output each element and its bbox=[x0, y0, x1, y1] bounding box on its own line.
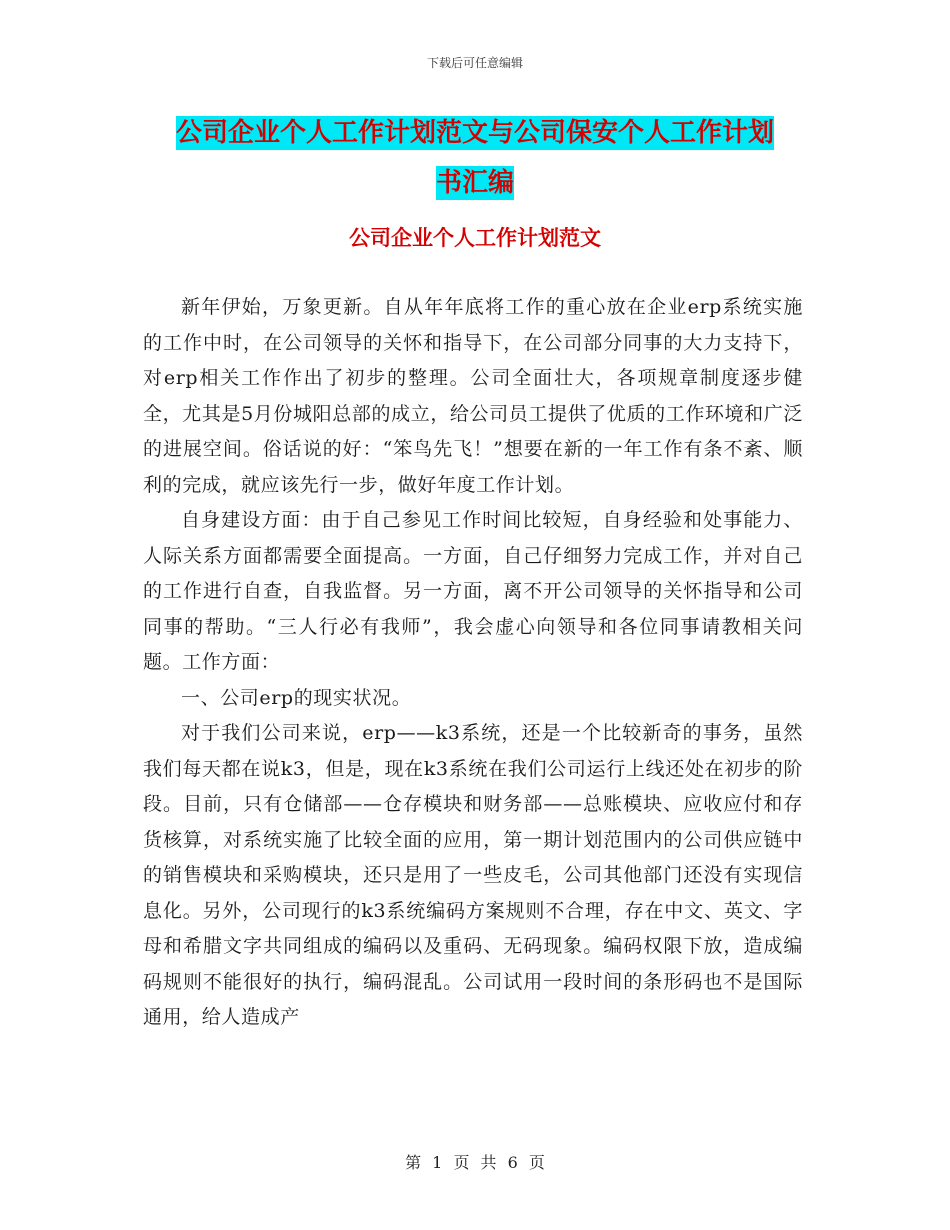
paragraph-2: 自身建设方面：由于自己参见工作时间比较短，自身经验和处事能力、人际关系方面都需要全面提高。一方面，自己仔细努力完成工作，并对自己的工作进行自查，自我监督。另一方面，离不开公司领导的关怀指导和公司同事的帮助。“三人行必有我师”，我会虚心向领导和各位同事请教相关问题。工作方面： bbox=[143, 509, 803, 673]
title-line-1-text: 公司企业个人工作计划范文与公司保安个人工作计划 bbox=[175, 118, 774, 148]
paragraph-4: 对于我们公司来说，erp——k3系统，还是一个比较新奇的事务，虽然我们每天都在说k3，但是，现在k3系统在我们公司运行上线还处在初步的阶段。目前，只有仓储部——仓存模块和财务部——总账模块、应收应付和存货核算，对系统实施了比较全面的应用，第一期计划范围内的公司供应链中的销售模块和采购模块，还只是用了一些皮毛，公司其他部门还没有实现信息化。另外，公司现行的k3系统编码方案规则不合理，存在中文、英文、字母和希腊文字共同组成的编码以及重码、无码现象。编码权限下放，造成编码规则不能很好的执行，编码混乱。公司试用一段时间的条形码也不是国际通用，给人造成产 bbox=[143, 722, 803, 1028]
page-footer: 第 1 页 共 6 页 bbox=[405, 1153, 545, 1172]
title-line-2 bbox=[0, 158, 950, 208]
header-note: 下载后可任意编辑 bbox=[426, 56, 523, 70]
paragraph-1: 新年伊始，万象更新。自从年年底将工作的重心放在企业erp系统实施的工作中时，在公司领导的关怀和指导下，在公司部分同事的大力支持下，对erp相关工作作出了初步的整理。公司全面壮大，各项规章制度逐步健全，尤其是5月份城阳总部的成立，给公司员工提供了优质的工作环境和广泛的进展空间。俗话说的好：“笨鸟先飞！”想要在新的一年工作有条不紊、顺利的完成，就应该先行一步，做好年度工作计划。 bbox=[143, 296, 803, 496]
title-line-1 bbox=[0, 108, 950, 158]
document-title bbox=[0, 108, 950, 208]
title-line-2-text: 书汇编 bbox=[435, 168, 514, 198]
body-text bbox=[143, 290, 803, 1036]
section-subtitle: 公司企业个人工作计划范文 bbox=[349, 226, 601, 250]
paragraph-3: 一、公司erp的现实状况。 bbox=[181, 686, 412, 709]
